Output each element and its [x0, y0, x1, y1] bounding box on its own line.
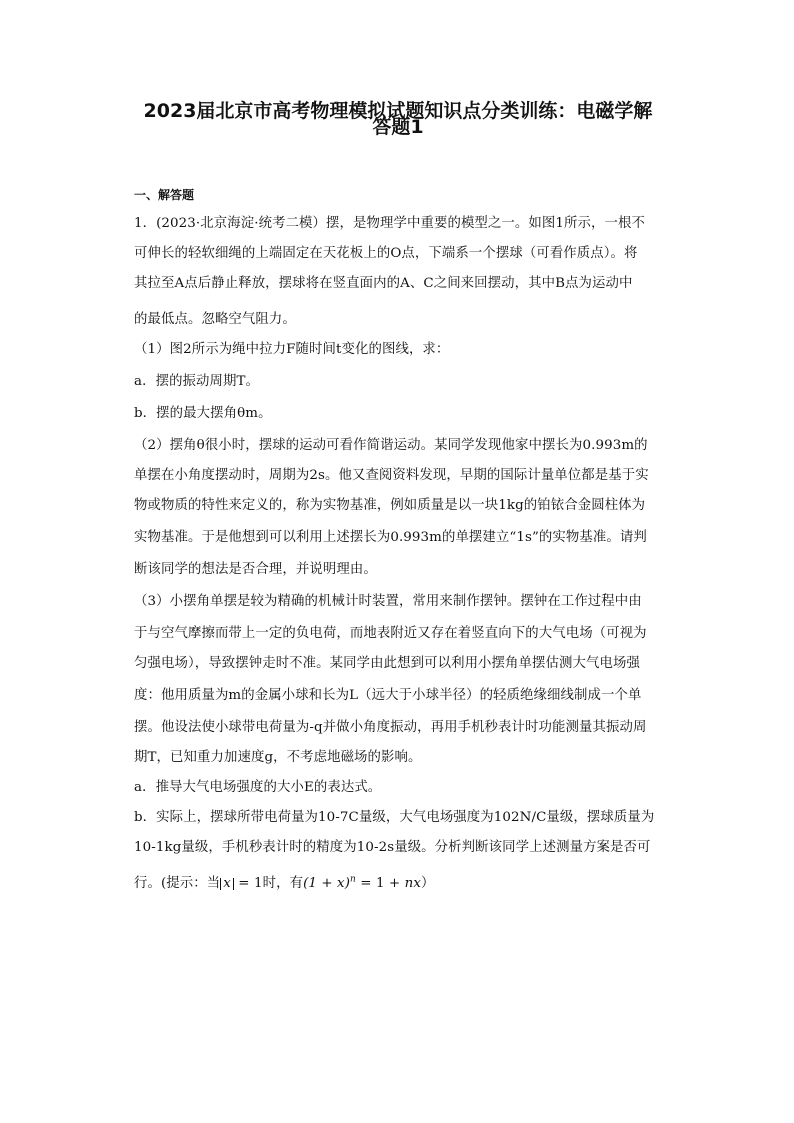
formula-left: (1 + x)	[303, 876, 351, 891]
section-heading: 一、解答题	[134, 188, 195, 202]
question-text-line: 度：他用质量为m的金属小球和长为L（远大于小球半径）的轻质绝缘细线制成一个单	[134, 688, 642, 703]
question-text-line: 其拉至A点后静止释放，摆球将在竖直面内的A、C之间来回摆动，其中B点为运动中	[134, 276, 633, 291]
subquestion-3b: b．实际上，摆球所带电荷量为10-7C量级，大气电场强度为102N/C量级，摆球质量为	[134, 810, 655, 825]
formula-right: nx	[404, 876, 421, 891]
page-title-line-2: 答题1	[372, 116, 424, 138]
hint-suffix: ）	[421, 876, 435, 891]
question-text-line: 物或物质的特性来定义的，称为实物基准，例如质量是以一块1kg的铂铱合金圆柱体为	[134, 498, 646, 513]
abs-x: x	[220, 878, 234, 890]
subquestion-1a: a．摆的振动周期T。	[134, 374, 260, 389]
question-text-line: 断该同学的想法是否合理，并说明理由。	[134, 562, 377, 577]
question-text-line: 于与空气摩擦而带上一定的负电荷，而地表附近又存在着竖直向下的大气电场（可视为	[134, 626, 647, 641]
question-text-line: 匀强电场），导致摆钟走时不准。某同学由此想到可以利用小摆角单摆估测大气电场强	[134, 656, 640, 671]
question-text-line: 单摆在小角度摆动时，周期为2s。他又查阅资料发现，早期的国际计量单位都是基于实	[134, 468, 649, 483]
question-text-line: 10-1kg量级，手机秒表计时的精度为10-2s量级。分析判断该同学上述测量方案是否可	[134, 840, 651, 855]
subquestion-1b: b．摆的最大摆角θm。	[134, 406, 272, 421]
question-text-line: 的最低点。忽略空气阻力。	[134, 312, 296, 327]
subquestion-1: （1）图2所示为绳中拉力F随时间t变化的图线，求：	[134, 342, 450, 357]
formula-exponent: n	[350, 874, 356, 885]
page-title-line-1: 2023届北京市高考物理模拟试题知识点分类训练：电磁学解	[143, 100, 653, 122]
hint-prefix: 行。(提示：当	[134, 876, 221, 891]
question-text-line: 可伸长的轻软细绳的上端固定在天花板上的O点，下端系一个摆球（可看作质点）。将	[134, 246, 638, 261]
question-text-line: 实物基准。于是他想到可以利用上述摆长为0.993m的单摆建立“1s”的实物基准。请判	[134, 530, 647, 545]
question-text-line: 1．(2023·北京海淀·统考二模）摆，是物理学中重要的模型之一。如图1所示，一根不	[134, 216, 645, 231]
hint-line	[134, 872, 435, 891]
subquestion-3: （3）小摆角单摆是较为精确的机械计时装置，常用来制作摆钟。摆钟在工作过程中由	[134, 594, 642, 609]
question-text-line: 摆。他设法使小球带电荷量为-q并做小角度振动，再用手机秒表计时功能测量其振动周	[134, 720, 647, 735]
hint-mid2: = 1 +	[355, 876, 405, 891]
question-text-line: 期T，已知重力加速度g，不考虑地磁场的影响。	[134, 750, 422, 765]
subquestion-2: （2）摆角θ很小时，摆球的运动可看作简谐运动。某同学发现他家中摆长为0.993m的	[134, 438, 648, 453]
hint-mid1: = 1时，有	[233, 876, 304, 891]
subquestion-3a: a．推导大气电场强度的大小E的表达式。	[134, 780, 382, 795]
